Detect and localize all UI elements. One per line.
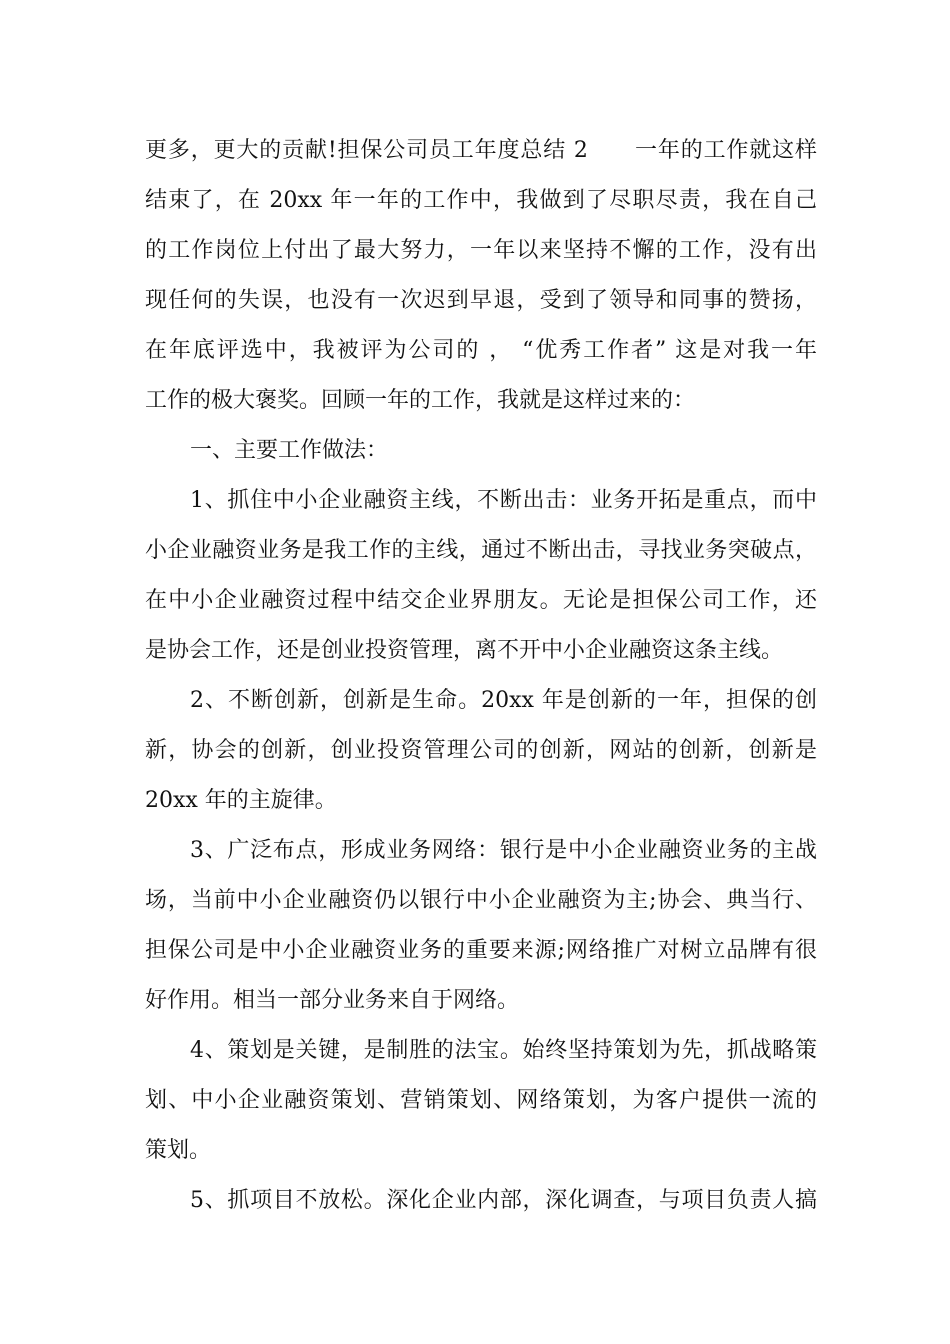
text-line: 工作的极大褒奖。回顾一年的工作，我就是这样过来的： [145, 388, 696, 413]
section-heading: 一、主要工作做法： [190, 438, 389, 463]
text-line: 3、广泛布点，形成业务网络：银行是中小企业融资业务的主战 [190, 838, 817, 863]
text-line: 的工作岗位上付出了最大努力，一年以来坚持不懈的工作，没有出 [145, 238, 817, 263]
text-line: 策划。 [145, 1138, 212, 1163]
text-line: 担保公司是中小企业融资业务的重要来源;网络推广对树立品牌有很 [145, 938, 817, 963]
text-line: 5、抓项目不放松。深化企业内部，深化调查，与项目负责人搞 [190, 1188, 817, 1213]
text-line: 更多，更大的贡献!担保公司员工年度总结 2 一年的工作就这样 [145, 138, 817, 163]
text-line: 20xx 年的主旋律。 [145, 788, 337, 813]
text-line: 1、抓住中小企业融资主线，不断出击：业务开拓是重点，而中 [190, 488, 817, 513]
text-line: 好作用。相当一部分业务来自于网络。 [145, 988, 520, 1013]
text-line: 小企业融资业务是我工作的主线，通过不断出击，寻找业务突破点， [145, 538, 817, 563]
text-line: 是协会工作，还是创业投资管理，离不开中小企业融资这条主线。 [145, 638, 784, 663]
text-line: 在年底评选中，我被评为公司的 ， “优秀工作者” 这是对我一年 [145, 338, 817, 363]
text-line: 划、中小企业融资策划、营销策划、网络策划，为客户提供一流的 [145, 1088, 817, 1113]
text-line: 场，当前中小企业融资仍以银行中小企业融资为主;协会、典当行、 [145, 888, 817, 913]
text-line: 2、不断创新，创新是生命。20xx 年是创新的一年，担保的创 [190, 688, 817, 713]
text-line: 在中小企业融资过程中结交企业界朋友。无论是担保公司工作，还 [145, 588, 817, 613]
text-line: 结束了，在 20xx 年一年的工作中，我做到了尽职尽责，我在自己 [145, 188, 817, 213]
text-line: 新，协会的创新，创业投资管理公司的创新，网站的创新，创新是 [145, 738, 817, 763]
text-line: 现任何的失误，也没有一次迟到早退，受到了领导和同事的赞扬， [145, 288, 817, 313]
text-line: 4、策划是关键，是制胜的法宝。始终坚持策划为先，抓战略策 [190, 1038, 817, 1063]
